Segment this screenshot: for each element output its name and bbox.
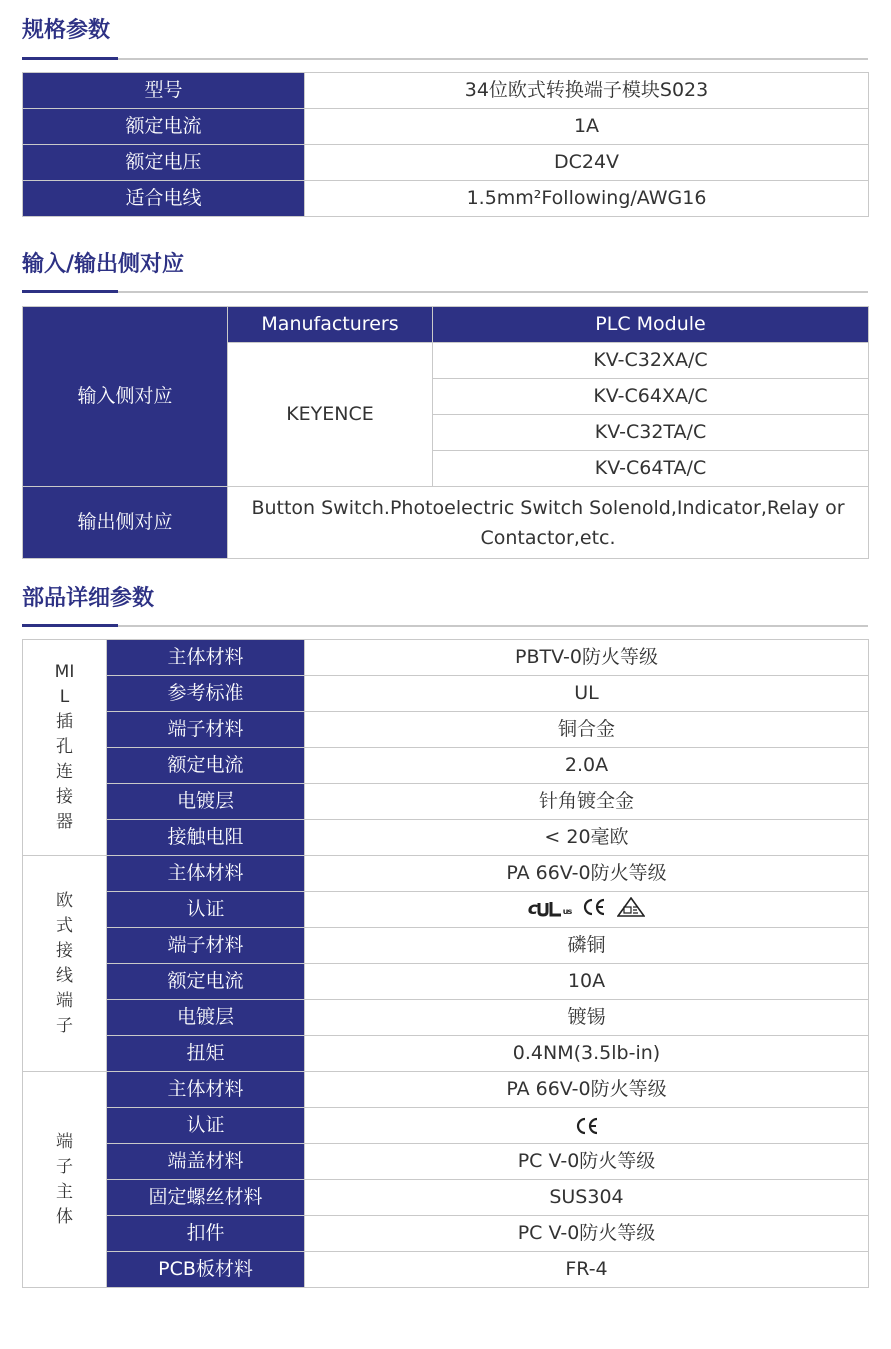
parts-value: 0.4NM(3.5lb-in) xyxy=(305,1036,869,1072)
spec-value-model: 34位欧式转换端子模块S023 xyxy=(305,73,869,109)
parts-label: 额定电流 xyxy=(107,748,305,784)
table-row xyxy=(23,307,869,343)
spec-label-rated-current: 额定电流 xyxy=(23,109,305,145)
table-row xyxy=(23,145,869,181)
parts-value-cert xyxy=(305,1108,869,1144)
spec-label-rated-voltage: 额定电压 xyxy=(23,145,305,181)
parts-value: 2.0A xyxy=(305,748,869,784)
group-name: MIL插孔连接器 xyxy=(54,662,75,832)
parts-label: 扣件 xyxy=(107,1216,305,1252)
parts-group-euro-terminal xyxy=(23,856,107,1072)
table-row xyxy=(23,712,869,748)
io-module: KV-C32TA/C xyxy=(433,415,869,451)
parts-value: SUS304 xyxy=(305,1180,869,1216)
parts-value: PA 66V-0防火等级 xyxy=(305,856,869,892)
parts-label: 认证 xyxy=(107,1108,305,1144)
parts-label: 电镀层 xyxy=(107,784,305,820)
spec-value-wire: 1.5mm²Following/AWG16 xyxy=(305,181,869,217)
table-row xyxy=(23,1180,869,1216)
parts-table xyxy=(22,639,869,1288)
table-row xyxy=(23,1036,869,1072)
parts-label: 认证 xyxy=(107,892,305,928)
parts-value: PBTV-0防火等级 xyxy=(305,640,869,676)
parts-value: 针角镀全金 xyxy=(305,784,869,820)
table-row xyxy=(23,784,869,820)
parts-value: PC V-0防火等级 xyxy=(305,1144,869,1180)
table-row xyxy=(23,964,869,1000)
io-header-plc: PLC Module xyxy=(433,307,869,343)
io-table xyxy=(22,306,869,559)
spec-label-model: 型号 xyxy=(23,73,305,109)
parts-label: PCB板材料 xyxy=(107,1252,305,1288)
parts-value: 铜合金 xyxy=(305,712,869,748)
parts-label: 主体材料 xyxy=(107,640,305,676)
table-row xyxy=(23,109,869,145)
group-name: 端子主体 xyxy=(56,1131,73,1227)
spec-section-title: 规格参数 xyxy=(22,18,111,43)
parts-title-rule xyxy=(22,625,868,627)
spec-label-wire: 适合电线 xyxy=(23,181,305,217)
io-title-rule xyxy=(22,291,868,293)
parts-value: FR-4 xyxy=(305,1252,869,1288)
table-row xyxy=(23,487,869,559)
parts-label: 电镀层 xyxy=(107,1000,305,1036)
table-row xyxy=(23,928,869,964)
parts-label: 端子材料 xyxy=(107,928,305,964)
parts-title-accent xyxy=(22,624,118,627)
parts-group-mil xyxy=(23,640,107,856)
parts-value: UL xyxy=(305,676,869,712)
io-module: KV-C32XA/C xyxy=(433,343,869,379)
table-row xyxy=(23,640,869,676)
parts-value: 镀锡 xyxy=(305,1000,869,1036)
table-row xyxy=(23,1072,869,1108)
spec-value-rated-voltage: DC24V xyxy=(305,145,869,181)
table-row xyxy=(23,1000,869,1036)
spec-title-accent xyxy=(22,57,118,60)
table-row xyxy=(23,748,869,784)
vde-mark-icon xyxy=(617,897,645,923)
spec-table xyxy=(22,72,869,217)
ce-mark-icon xyxy=(574,1114,600,1136)
io-input-label: 输入侧对应 xyxy=(23,307,228,487)
parts-value: 磷铜 xyxy=(305,928,869,964)
parts-value: PC V-0防火等级 xyxy=(305,1216,869,1252)
table-row xyxy=(23,1216,869,1252)
parts-value: PA 66V-0防火等级 xyxy=(305,1072,869,1108)
io-header-manufacturers: Manufacturers xyxy=(228,307,433,343)
table-row xyxy=(23,892,869,928)
io-module: KV-C64TA/C xyxy=(433,451,869,487)
ul-recognized-icon: c us xyxy=(527,899,572,920)
parts-section-title: 部品详细参数 xyxy=(22,586,155,611)
table-row xyxy=(23,1252,869,1288)
spec-title-rule xyxy=(22,58,868,60)
group-name: 欧式接线端子 xyxy=(56,890,73,1036)
table-row xyxy=(23,820,869,856)
cert-marks xyxy=(528,897,646,923)
spec-value-rated-current: 1A xyxy=(305,109,869,145)
parts-value: 10A xyxy=(305,964,869,1000)
ce-mark-icon xyxy=(581,898,607,922)
parts-label: 扭矩 xyxy=(107,1036,305,1072)
parts-label: 固定螺丝材料 xyxy=(107,1180,305,1216)
table-row xyxy=(23,1144,869,1180)
parts-label: 端盖材料 xyxy=(107,1144,305,1180)
table-row xyxy=(23,676,869,712)
table-row xyxy=(23,181,869,217)
table-row xyxy=(23,1108,869,1144)
io-output-value: Button Switch.Photoelectric Switch Solenold,Indicator,Relay or Contactor,etc. xyxy=(228,487,869,559)
table-row xyxy=(23,73,869,109)
io-manufacturer: KEYENCE xyxy=(228,343,433,487)
parts-label: 主体材料 xyxy=(107,1072,305,1108)
parts-value: < 20毫欧 xyxy=(305,820,869,856)
parts-label: 参考标准 xyxy=(107,676,305,712)
parts-label: 主体材料 xyxy=(107,856,305,892)
table-row xyxy=(23,856,869,892)
io-module: KV-C64XA/C xyxy=(433,379,869,415)
io-title-accent xyxy=(22,290,118,293)
parts-label: 额定电流 xyxy=(107,964,305,1000)
parts-group-terminal-body xyxy=(23,1072,107,1288)
parts-label: 端子材料 xyxy=(107,712,305,748)
io-output-label: 输出侧对应 xyxy=(23,487,228,559)
io-section-title: 输入/输出侧对应 xyxy=(22,252,185,277)
parts-value-cert xyxy=(305,892,869,928)
parts-label: 接触电阻 xyxy=(107,820,305,856)
